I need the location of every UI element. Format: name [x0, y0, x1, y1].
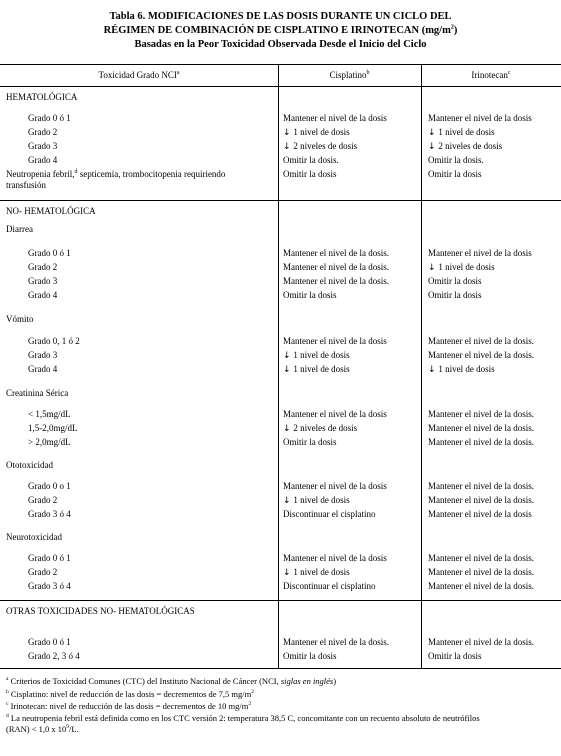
cisplatin-cell-text: Omitir la dosis — [283, 437, 337, 447]
cisplatin-cell-text: Omitir la dosis — [283, 169, 337, 179]
cisplatin-cell — [283, 290, 337, 301]
footnote-a-end: ) — [333, 676, 337, 686]
irinotecan-cell — [428, 290, 482, 301]
cisplatin-cell — [283, 495, 350, 507]
row-label: Grado 2 — [28, 127, 58, 137]
irinotecan-cell-text: 1 nivel de dosis — [438, 364, 495, 374]
hemato-section-border — [0, 200, 561, 201]
header-toxicity — [0, 70, 278, 81]
row-label: 1,5-2,0mg/dL — [28, 423, 78, 433]
irinotecan-cell-text: 2 niveles de dosis — [438, 141, 503, 151]
row-label: Grado 4 — [28, 155, 58, 165]
cisplatin-cell — [283, 409, 387, 420]
cisplatin-cell — [283, 169, 337, 180]
cisplatin-cell — [283, 262, 389, 273]
section-hematologica: HEMATOLÓGICA — [6, 92, 78, 102]
cisplatin-cell — [283, 141, 357, 153]
irinotecan-cell — [428, 113, 532, 124]
cisplatin-cell — [283, 651, 337, 662]
row-label: Grado 3 — [28, 350, 58, 360]
header-cisplatin-sup: b — [366, 70, 370, 76]
cisplatin-cell — [283, 509, 375, 520]
subsection-ototoxicidad: Ototoxicidad — [6, 460, 53, 470]
irinotecan-cell — [428, 127, 495, 139]
down-arrow-icon: ↓ — [428, 365, 439, 375]
irinotecan-cell-text: Mantener el nivel de la dosis — [428, 509, 532, 519]
irinotecan-cell-text: Omitir la dosis — [428, 651, 482, 661]
cisplatin-cell-text: 2 niveles de dosis — [293, 141, 358, 151]
cisplatin-cell — [283, 276, 389, 287]
subsection-diarrea: Diarrea — [6, 224, 33, 234]
footnote-b-marker: b — [6, 689, 9, 696]
row-label: Grado 0 ó 1 — [28, 248, 71, 258]
footnote-c — [6, 701, 251, 711]
subsection-vomito: Vómito — [6, 314, 34, 324]
irinotecan-cell — [428, 423, 534, 434]
row-label: Grado 3 — [28, 276, 58, 286]
row-label: Grado 0, 1 ó 2 — [28, 336, 80, 346]
column-divider-1 — [278, 64, 279, 668]
cisplatin-cell — [283, 637, 389, 648]
row-label: Grado 2 — [28, 495, 58, 505]
section-otras-toxicidades: OTRAS TOXICIDADES NO- HEMATOLÓGICAS — [6, 606, 195, 616]
irinotecan-cell-text: Mantener el nivel de la dosis. — [428, 637, 534, 647]
cisplatin-cell — [283, 581, 375, 592]
footnote-a-marker: a — [6, 676, 9, 683]
irinotecan-cell — [428, 553, 534, 564]
cisplatin-cell — [283, 423, 357, 435]
row-label: Grado 3 ó 4 — [28, 509, 71, 519]
cisplatin-cell-text: Mantener el nivel de la dosis — [283, 336, 387, 346]
row-label: > 2,0mg/dL — [28, 437, 71, 447]
table-subtitle: Basadas en la Peor Toxicidad Observada Desde el Inicio del Ciclo — [134, 39, 427, 50]
irinotecan-cell — [428, 155, 484, 166]
irinotecan-cell-text: Mantener el nivel de la dosis. — [428, 495, 534, 505]
irinotecan-cell — [428, 581, 534, 592]
footnote-d — [6, 713, 480, 723]
irinotecan-cell-text: Omitir la dosis — [428, 290, 482, 300]
cisplatin-cell — [283, 481, 387, 492]
header-irinotecan-sup: c — [507, 70, 511, 76]
irinotecan-cell — [428, 437, 534, 448]
down-arrow-icon: ↓ — [283, 128, 294, 138]
cisplatin-cell-text: Mantener el nivel de la dosis. — [283, 637, 389, 647]
cisplatin-cell — [283, 364, 350, 376]
row-label: Grado 2 — [28, 262, 58, 272]
section-no-hematologica: NO- HEMATOLÓGICA — [6, 206, 96, 216]
irinotecan-cell-text: Mantener el nivel de la dosis. — [428, 350, 534, 360]
irinotecan-cell — [428, 276, 482, 287]
irinotecan-cell-text: Mantener el nivel de la dosis. — [428, 581, 534, 591]
header-cisplatin — [278, 70, 421, 81]
irinotecan-cell-text: Omitir la dosis — [428, 169, 482, 179]
down-arrow-icon: ↓ — [283, 496, 294, 506]
irinotecan-cell — [428, 637, 534, 648]
row-label: Grado 0 ó 1 — [28, 113, 71, 123]
irinotecan-cell — [428, 262, 495, 274]
cisplatin-cell — [283, 350, 350, 362]
irinotecan-cell — [428, 169, 482, 180]
irinotecan-cell — [428, 364, 495, 376]
down-arrow-icon: ↓ — [283, 365, 294, 375]
cisplatin-cell — [283, 127, 350, 139]
row-label: Grado 2 — [28, 567, 58, 577]
footnote-a — [6, 676, 336, 686]
irinotecan-cell-text: Mantener el nivel de la dosis — [428, 248, 532, 258]
footnote-d-text: La neutropenia febril está definida como en los CTC versión 2: temperatura 38,5 C, concomitante con un recuento absoluto de neutrófilos — [8, 713, 480, 723]
header-cisplatin-label: Cisplatino — [329, 70, 367, 80]
row-label: Grado 3 — [28, 141, 58, 151]
title-line-2-text: RÉGIMEN DE COMBINACIÓN DE CISPLATINO E IRINOTECAN (mg/m — [103, 25, 451, 36]
cisplatin-cell-text: Discontinuar el cisplatino — [283, 581, 376, 591]
header-toxicity-label: Toxicidad Grado NCI — [98, 70, 177, 80]
title-line-2-end: ) — [453, 25, 458, 36]
title-unit-superscript: 2 — [450, 24, 454, 31]
cisplatin-cell-text: 2 niveles de dosis — [293, 423, 358, 433]
irinotecan-cell — [428, 248, 532, 259]
header-irinotecan-label: Irinotecan — [471, 70, 508, 80]
cisplatin-cell-text: Omitir la dosis — [283, 651, 337, 661]
irinotecan-cell — [428, 336, 534, 347]
row-label: Grado 0 ó 1 — [28, 553, 71, 563]
irinotecan-cell-text: Mantener el nivel de la dosis. — [428, 336, 534, 346]
down-arrow-icon: ↓ — [428, 128, 439, 138]
cisplatin-cell-text: Mantener el nivel de la dosis — [283, 409, 387, 419]
footnote-c-marker: c — [6, 701, 9, 708]
irinotecan-cell-text: Mantener el nivel de la dosis. — [428, 567, 534, 577]
cisplatin-cell-text: Mantener el nivel de la dosis — [283, 481, 387, 491]
cisplatin-cell-text: 1 nivel de dosis — [293, 495, 350, 505]
footnote-d-text-2: (RAN) < 1,0 x 10 — [6, 724, 67, 734]
cisplatin-cell — [283, 155, 339, 166]
irinotecan-cell-text: Mantener el nivel de la dosis. — [428, 409, 534, 419]
cisplatin-cell — [283, 336, 387, 347]
cisplatin-cell-text: 1 nivel de dosis — [293, 350, 350, 360]
row-label-sup: d — [74, 169, 78, 175]
row-label-text-2: septicemia, trombocitopenia requiriendo — [77, 169, 226, 179]
header-irinotecan — [421, 70, 561, 81]
nohemato-section-border — [0, 600, 561, 601]
footnote-d-marker: d — [6, 713, 9, 720]
irinotecan-cell-text: Mantener el nivel de la dosis. — [428, 553, 534, 563]
row-label: Grado 0 ó 1 — [28, 637, 71, 647]
footnote-d-continued — [6, 724, 79, 734]
irinotecan-cell-text: Mantener el nivel de la dosis. — [428, 481, 534, 491]
down-arrow-icon: ↓ — [428, 263, 439, 273]
down-arrow-icon: ↓ — [283, 424, 294, 434]
row-label-text: Neutropenia febril, — [6, 169, 75, 179]
row-label: Grado 4 — [28, 290, 58, 300]
cisplatin-cell — [283, 248, 389, 259]
row-label — [6, 169, 274, 191]
irinotecan-cell-text: 1 nivel de dosis — [438, 127, 495, 137]
cisplatin-cell — [283, 113, 387, 124]
footnote-c-unit-sup: 2 — [248, 701, 252, 708]
cisplatin-cell-text: 1 nivel de dosis — [293, 364, 350, 374]
row-label: < 1,5mg/dL — [28, 409, 71, 419]
cisplatin-cell-text: Omitir la dosis — [283, 290, 337, 300]
irinotecan-cell — [428, 409, 534, 420]
row-label: Grado 2, 3 ó 4 — [28, 651, 80, 661]
cisplatin-cell — [283, 567, 350, 579]
header-bottom-border — [0, 86, 561, 87]
footnote-b-unit-sup: 2 — [251, 689, 255, 696]
irinotecan-cell-text: 1 nivel de dosis — [438, 262, 495, 272]
footnote-a-italic: siglas en inglés — [280, 676, 334, 686]
table-title-line-1: Tabla 6. MODIFICACIONES DE LAS DOSIS DURANTE UN CICLO DEL — [109, 11, 452, 22]
cisplatin-cell-text: Mantener el nivel de la dosis. — [283, 276, 389, 286]
table-top-border — [0, 64, 561, 65]
cisplatin-cell-text: Discontinuar el cisplatino — [283, 509, 376, 519]
column-divider-2 — [421, 64, 422, 668]
cisplatin-cell-text: Mantener el nivel de la dosis — [283, 553, 387, 563]
irinotecan-cell-text: Mantener el nivel de la dosis — [428, 113, 532, 123]
footnote-d-end: /L. — [69, 724, 79, 734]
cisplatin-cell — [283, 553, 387, 564]
cisplatin-cell-text: Mantener el nivel de la dosis — [283, 113, 387, 123]
cisplatin-cell — [283, 437, 337, 448]
subsection-neurotoxicidad: Neurotoxicidad — [6, 532, 62, 542]
row-label: Grado 3 ó 4 — [28, 581, 71, 591]
irinotecan-cell — [428, 495, 534, 506]
irinotecan-cell — [428, 141, 502, 153]
row-label: Grado 0 o 1 — [28, 481, 71, 491]
down-arrow-icon: ↓ — [283, 351, 294, 361]
cisplatin-cell-text: 1 nivel de dosis — [293, 567, 350, 577]
irinotecan-cell — [428, 481, 534, 492]
irinotecan-cell — [428, 350, 534, 361]
row-label-text-3: transfusión — [6, 180, 46, 190]
irinotecan-cell-text: Mantener el nivel de la dosis. — [428, 423, 534, 433]
irinotecan-cell — [428, 651, 482, 662]
footnote-d-exponent: 9 — [66, 724, 70, 731]
footnote-b-text: Cisplatino: nivel de reducción de las dosis = decrementos de 7,5 mg/m — [8, 689, 252, 699]
cisplatin-cell-text: Mantener el nivel de la dosis. — [283, 262, 389, 272]
down-arrow-icon: ↓ — [283, 568, 294, 578]
footnote-a-text: Criterios de Toxicidad Comunes (CTC) del Instituto Nacional de Cáncer (NCI, — [8, 676, 281, 686]
footnote-b — [6, 689, 254, 699]
irinotecan-cell — [428, 509, 532, 520]
subsection-creatinina: Creatinina Sérica — [6, 388, 69, 398]
down-arrow-icon: ↓ — [428, 142, 439, 152]
cisplatin-cell-text: Mantener el nivel de la dosis. — [283, 248, 389, 258]
irinotecan-cell-text: Omitir la dosis. — [428, 155, 484, 165]
irinotecan-cell-text: Mantener el nivel de la dosis. — [428, 437, 534, 447]
down-arrow-icon: ↓ — [283, 142, 294, 152]
irinotecan-cell-text: Omitir la dosis — [428, 276, 482, 286]
cisplatin-cell-text: Omitir la dosis. — [283, 155, 339, 165]
table-bottom-border — [0, 668, 561, 669]
header-toxicity-sup: a — [176, 70, 180, 76]
irinotecan-cell — [428, 567, 534, 578]
cisplatin-cell-text: 1 nivel de dosis — [293, 127, 350, 137]
table-title-line-2 — [0, 24, 561, 37]
row-label: Grado 4 — [28, 364, 58, 374]
footnote-c-text: Irinotecan: nivel de reducción de las dosis = decrementos de 10 mg/m — [8, 701, 249, 711]
